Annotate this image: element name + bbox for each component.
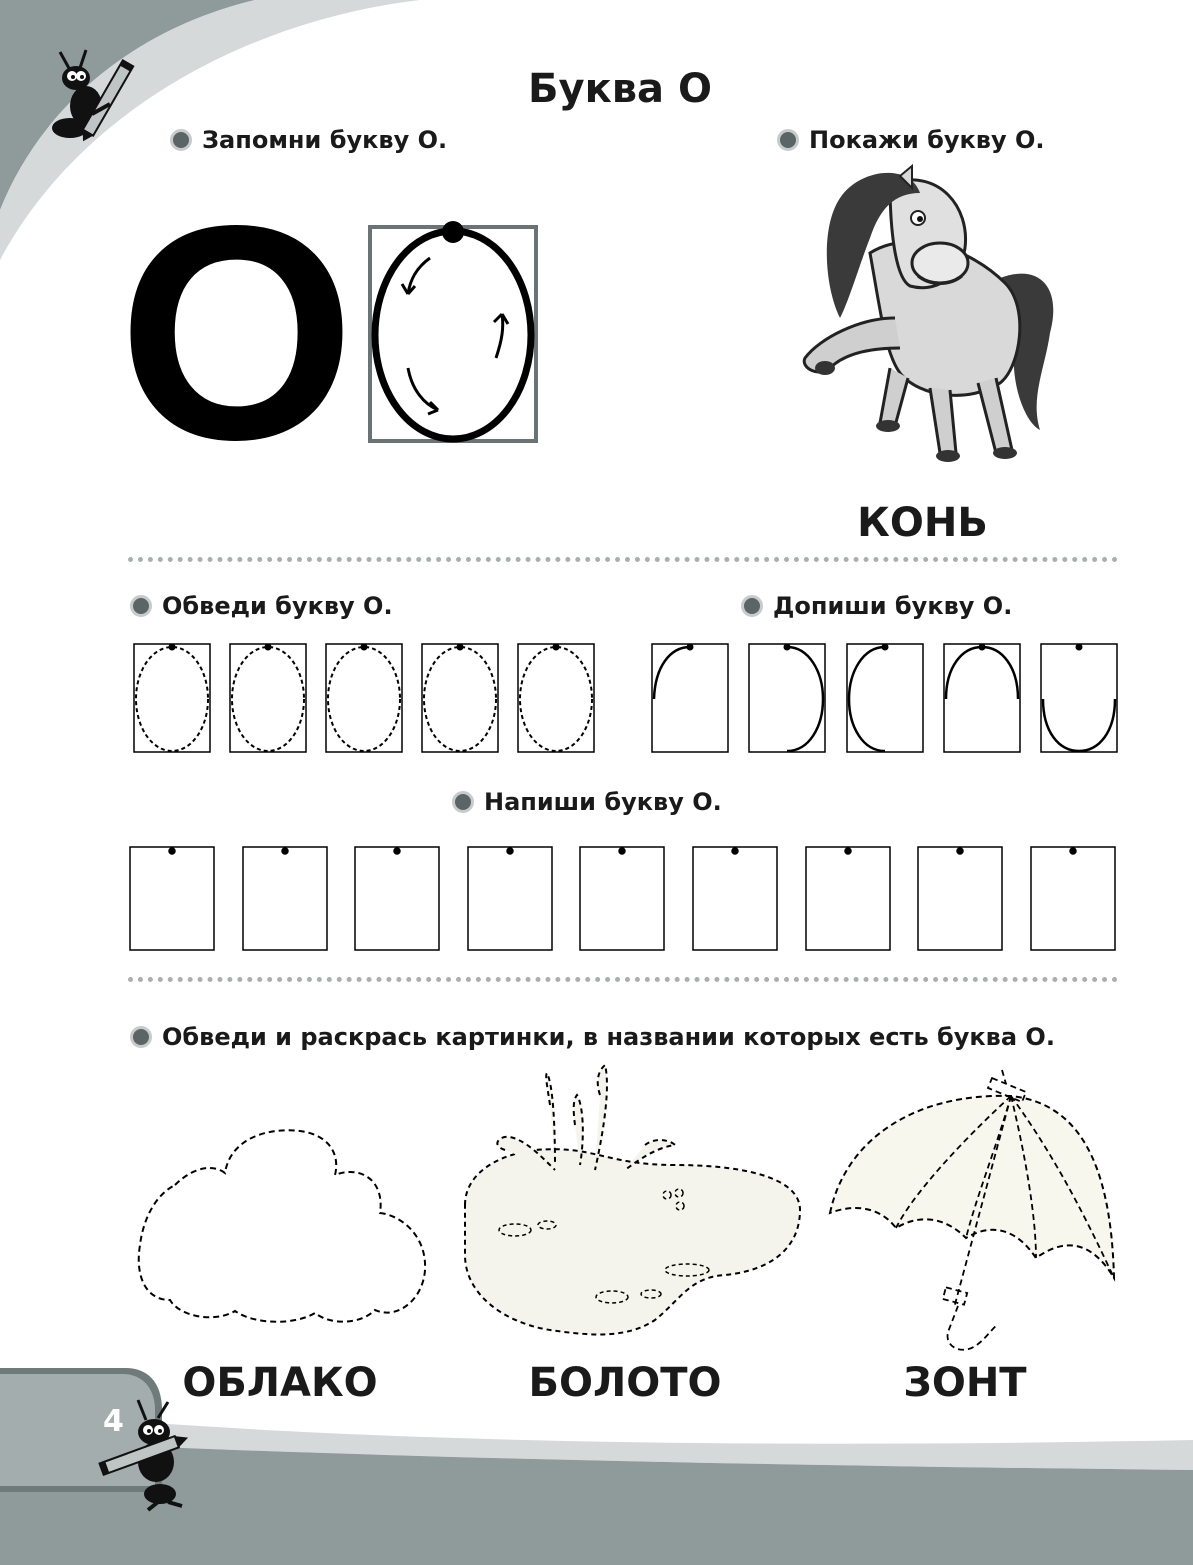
write-boxes[interactable] xyxy=(128,845,1120,953)
complete-box xyxy=(749,644,825,752)
trace-box xyxy=(134,644,210,752)
task-write-label: Напиши букву О. xyxy=(484,788,722,816)
complete-box xyxy=(847,644,923,752)
trace-box xyxy=(518,644,594,752)
bullet-icon xyxy=(130,1026,152,1048)
write-box xyxy=(243,847,327,950)
task-color xyxy=(130,1023,1055,1051)
umbrella-outline xyxy=(826,1068,1118,1350)
dotted-divider xyxy=(128,557,1118,562)
task-show xyxy=(777,126,1045,154)
big-letter: О xyxy=(118,162,356,503)
task-complete xyxy=(741,592,1012,620)
write-box xyxy=(468,847,552,950)
page-title: Буква О xyxy=(528,66,712,112)
complete-box xyxy=(1041,644,1117,752)
ant-mascot-icon xyxy=(98,1398,198,1513)
swamp-outline xyxy=(455,1065,807,1345)
task-remember-label: Запомни букву О. xyxy=(202,126,448,154)
write-box xyxy=(130,847,214,950)
trace-boxes xyxy=(132,642,597,755)
task-remember xyxy=(170,126,447,154)
task-write xyxy=(452,788,722,816)
complete-box xyxy=(944,644,1020,752)
bullet-icon xyxy=(170,129,192,151)
word-horse: КОНЬ xyxy=(857,500,988,546)
bullet-icon xyxy=(777,129,799,151)
word-umbrella: ЗОНТ xyxy=(903,1360,1027,1406)
complete-boxes xyxy=(650,642,1120,755)
task-show-label: Покажи букву О. xyxy=(809,126,1045,154)
bullet-icon xyxy=(452,791,474,813)
write-box xyxy=(355,847,439,950)
trace-box xyxy=(230,644,306,752)
task-color-label: Обведи и раскрась картинки, в названии которых есть буква О. xyxy=(162,1023,1055,1051)
write-box xyxy=(693,847,777,950)
task-complete-label: Допиши букву О. xyxy=(773,592,1013,620)
task-trace-label: Обведи букву О. xyxy=(162,592,393,620)
trace-box xyxy=(422,644,498,752)
word-cloud: ОБЛАКО xyxy=(182,1360,378,1406)
page-number: 4 xyxy=(103,1404,124,1439)
write-box xyxy=(1031,847,1115,950)
trace-box xyxy=(326,644,402,752)
bullet-icon xyxy=(130,595,152,617)
cloud-outline xyxy=(135,1125,430,1330)
write-box xyxy=(918,847,1002,950)
bullet-icon xyxy=(741,595,763,617)
letter-stroke-guide xyxy=(368,218,540,444)
word-swamp: БОЛОТО xyxy=(528,1360,722,1406)
write-box xyxy=(806,847,890,950)
dotted-divider xyxy=(128,977,1118,982)
horse-illustration xyxy=(800,168,1065,478)
task-trace xyxy=(130,592,393,620)
complete-box xyxy=(652,644,728,752)
write-box xyxy=(580,847,664,950)
